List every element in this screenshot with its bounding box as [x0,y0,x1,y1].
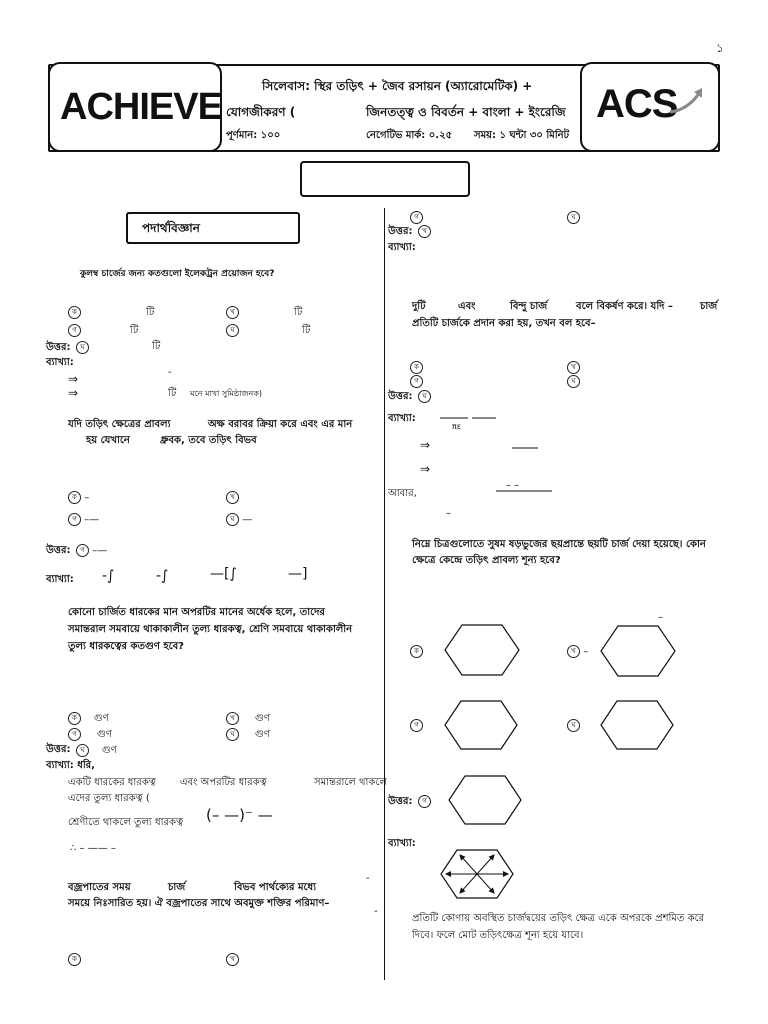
q6-line-2: ক্ষেত্রে কেন্দ্রে তড়িৎ প্রাবল্য শূন্য হবে? [412,555,561,566]
q3-answer: ঘ গুণ [76,743,117,760]
blank-title-box [300,161,470,197]
q3-expl-line-1c: সমান্তরালে থাকলে [314,777,387,788]
syllabus-line-1: সিলেবাস: স্থির তড়িৎ + জৈব রসায়ন (অ্যারোমেটিক) + [262,79,533,93]
r-option-ga[interactable]: গ [410,211,423,224]
column-divider [384,208,385,980]
q5-fraction-denominator: πε [452,422,462,431]
q2-option-ka[interactable]: ক – [68,491,89,504]
q2-line-2a: হয় যেখানে [86,435,130,446]
q6-option-ka[interactable]: ক [410,645,423,658]
q2-expl-math-2: -∫ [156,568,169,584]
r-option-gha[interactable]: ঘ [567,211,580,224]
q2-answer: গ –— [76,544,107,557]
q2-expl-math-4: —] [288,566,308,582]
q1-option-ka[interactable]: ক [68,306,81,319]
hexagon-answer-icon [448,775,522,825]
q1-expl-arrow-1: ⇒ [68,372,79,386]
r-explanation-label: ব্যাখ্যা: [388,242,416,253]
q1-option-ga-text: টি [130,325,139,336]
q3-answer-label: উত্তর: [46,744,71,755]
arrow-logo-icon [668,86,708,116]
q4-option-ka[interactable]: ক [68,953,81,966]
q4-dash-2: - [374,906,378,917]
q3-line-1: কোনো চার্জিত ধারকের মান অপরটির মানের অর্ধেক হলে, তাদের [68,607,325,618]
q1-option-gha[interactable]: ঘ [226,324,239,337]
section-title-box [126,212,300,244]
q2-option-gha[interactable]: ঘ — [226,513,252,526]
q5-dash-single: – [446,508,451,519]
q2-expl-math-1: -∫ [102,568,115,584]
q6-line-1: নিম্নে চিত্রগুলোতে সুষম ষড়ভুজের ছয়প্রান্তে ছয়টি চার্জ দেয়া হয়েছে। কোন [412,539,706,550]
hexagon-gha-icon [600,700,674,750]
q2-expl-math-3: —[∫ [210,566,237,582]
q1-expl-t: টি [168,388,177,399]
q5-line-1a: দুটি [412,301,426,312]
q2-explanation-label: ব্যাখ্যা: [46,574,74,585]
q5-arrow-1: ⇒ [420,438,431,452]
q6-expl-line-1: প্রতিটি কোণায় অবস্থিত চার্জদ্বয়ের তড়িৎ ক্ষেত্র একে অপরকে প্রশমিত করে [412,913,705,924]
full-marks: পূর্ণমান: ১০০ [226,130,281,141]
q5-fraction-bar-3 [496,490,556,492]
q3-expl-line-2: এদের তুল্য ধারকত্ব ( [68,793,150,804]
q1-answer-label: উত্তর: [46,342,71,353]
q3-expl-line-1a: একটি ধারকের ধারকত্ব [68,777,156,788]
r-answer-label: উত্তর: [388,226,413,237]
q1-option-kha-text: টি [294,307,303,318]
q1-explanation-label: ব্যাখ্যা: [46,357,74,368]
q4-line-1b: চার্জ [168,882,186,893]
q5-dashes: – – [506,480,520,491]
q5-arrow-2: ⇒ [420,462,431,476]
syllabus-line-2b: জিনতত্ত্ব ও বিবর্তন + বাংলা + ইংরেজি [366,105,566,119]
q3-option-gha[interactable]: ঘ গুণ [226,727,270,744]
q6-option-kha[interactable]: খ – [567,645,588,658]
q3-expl-line-4: ∴ – —— – [70,843,116,854]
q2-line-2b: ধ্রুবক, তবে তড়িৎ বিভব [160,435,257,446]
q3-expl-line-1b: এবং অপরটির ধারকত্ব [180,777,267,788]
q6-expl-line-2: দিবে। ফলে মোট তড়িৎক্ষেত্র শূন্য হয়ে যাবে। [412,930,584,941]
achieve-logo: ACHIEVE [60,86,222,128]
q1-answer-text: টি [152,341,161,352]
q3-line-2: সমান্তরাল সমবায়ে থাকাকালীন তুল্য ধারকত্ব, শ্রেণি সমবায়ে থাকাকালীন [68,624,353,635]
q1-expl-dash: - [168,367,172,378]
q5-line-1e: চার্জ [700,301,718,312]
q5-answer-option: ঘ [418,390,431,403]
section-title: পদার্থবিজ্ঞান [142,221,200,235]
q2-option-kha[interactable]: খ [226,491,239,504]
q5-line-1d: বলে বিকর্ষণ করে। যদি – [576,301,673,312]
q5-line-1b: এবং [458,301,476,312]
q6-option-ga[interactable]: গ [410,719,423,732]
q5-option-gha[interactable]: ঘ [567,375,580,388]
hexagon-ka-icon [444,624,520,676]
logo-left-frame [48,62,222,152]
q1-expl-arrow-2: ⇒ [68,386,79,400]
exam-time: সময়: ১ ঘন্টা ৩০ মিনিট [474,130,570,141]
q3-option-ga[interactable]: গ গুণ [68,727,112,744]
q1-expl-note: মনে মাখা সুমিষ্ঠাজনক) [190,389,263,398]
q3-explanation-label: ব্যাখ্যা: ধরি, [46,760,95,771]
q3-line-3: তুল্য ধারকত্বের কতগুণ হবে? [68,641,184,652]
q4-line-1a: বজ্রপাতের সময় [68,882,131,893]
hexagon-kha-icon [600,625,676,677]
q4-line-1c: বিভব পার্থক্যের মধ্যে [234,882,317,893]
q5-line-2: প্রতিটি চার্জকে প্রদান করা হয়, তখন বল হবে– [412,318,596,329]
q3-option-ka[interactable]: ক গুণ [68,711,109,728]
q5-line-1c: বিন্দু চার্জ [510,301,548,312]
syllabus-line-2a: যোগজীকরণ ( [226,105,296,119]
q1-option-gha-text: টি [302,325,311,336]
q5-option-ga[interactable]: গ [410,375,423,388]
q1-option-ga[interactable]: গ [68,324,81,337]
q6-answer-option: গ [418,795,431,808]
page-number: ১ [716,41,724,55]
q2-answer-label: উত্তর: [46,545,71,556]
q5-option-kha[interactable]: খ [567,361,580,374]
q6-explanation-label: ব্যাখ্যা: [388,838,416,849]
q5-option-ka[interactable]: ক [410,361,423,374]
q4-dash-1: - [366,873,370,884]
acs-logo: ACS [596,82,678,126]
q5-explanation-label: ব্যাখ্যা: [388,413,416,424]
logo-right-frame [580,62,720,152]
q2-option-ga[interactable]: গ –— [68,513,99,526]
q2-line-1b: অক্ষ বরাবর ক্রিয়া করে এবং এর মান [208,419,353,430]
q5-fraction-bar-2 [512,447,542,449]
r-answer-option: খ [418,225,431,238]
hexagon-field-diagram-icon [440,849,514,899]
q2-line-1a: যদি তড়িৎ ক্ষেত্রের প্রাবল্য [68,419,171,430]
negative-marks: নেগেটিভ মার্ক: ০.২৫ [366,130,453,141]
q3-expl-math: (– —)⁻ — [206,806,273,824]
q1-answer-option: ঘ [76,341,89,354]
q4-option-kha[interactable]: খ [226,953,239,966]
q6-answer-label: উত্তর: [388,796,413,807]
q3-option-kha[interactable]: খ গুণ [226,711,270,728]
q1-option-kha[interactable]: খ [226,306,239,319]
q5-fraction-bar [440,417,500,419]
hexagon-ga-icon [444,700,518,750]
q6-option-gha[interactable]: ঘ [567,719,580,732]
q1-option-ka-text: টি [146,307,155,318]
q5-again: আবার, [388,488,417,499]
q3-expl-line-3: শ্রেণীতে থাকলে তুল্য ধারকত্ব [68,817,184,828]
q4-line-2: সময়ে নিঃসারিত হয়। ঐ বজ্রপাতের সাথে অবমুক্ত শক্তির পরিমাণ– [68,898,330,909]
q5-answer-label: উত্তর: [388,391,413,402]
q1-text: কুলম্ব চার্জের জন্য কতগুলো ইলেকট্রন প্রয়োজন হবে? [80,269,275,279]
q6-top-dash: – [658,612,663,623]
